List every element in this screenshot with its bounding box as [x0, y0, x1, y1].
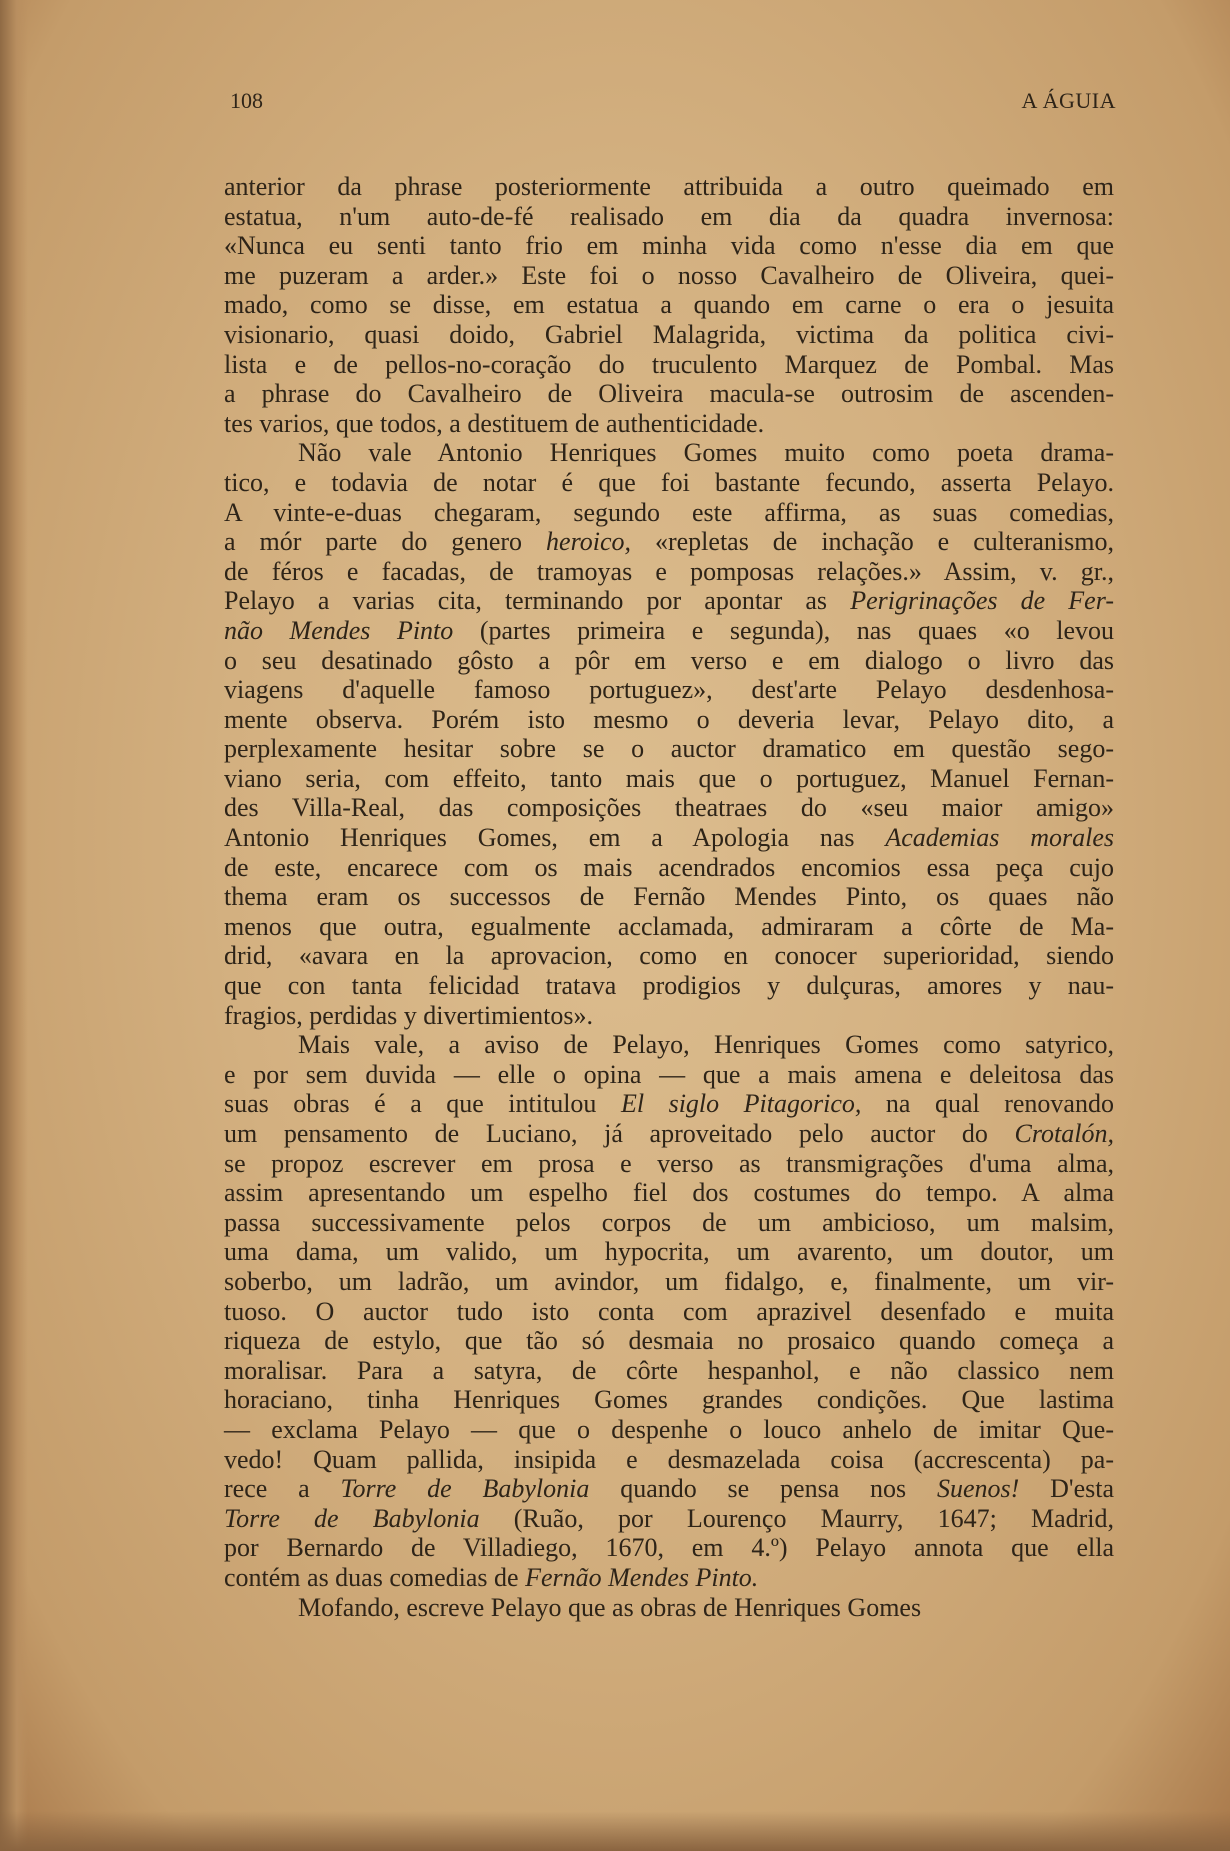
text-span: quando se pensa nos — [589, 1474, 937, 1504]
text-line — [224, 941, 1114, 971]
text-line — [224, 1593, 1114, 1623]
text-span: estatua, n'um auto-de-fé realisado em dia da quadra invernosa: — [224, 201, 1114, 231]
text-line — [224, 912, 1114, 942]
text-line — [224, 290, 1114, 320]
text-span: passa successivamente pelos corpos de um ambicioso, um malsim, — [224, 1207, 1114, 1237]
text-span: anterior da phrase posteriormente attribuida a outro queimado em — [224, 172, 1114, 201]
text-line — [224, 438, 1114, 468]
text-span: horaciano, tinha Henriques Gomes grandes condições. Que lastima — [224, 1385, 1114, 1415]
text-span: se propoz escrever em prosa e verso as transmigrações d'uma alma, — [224, 1148, 1114, 1178]
body-text — [224, 172, 1114, 1622]
text-line — [224, 675, 1114, 705]
text-line — [224, 1001, 1114, 1031]
italic-span: El siglo Pitagorico, — [620, 1089, 862, 1119]
text-line — [224, 1149, 1114, 1179]
text-span: de este, encarece com os mais acendrados encomios essa peça cujo — [224, 852, 1114, 882]
text-span: fragios, perdidas y divertimientos». — [224, 1000, 593, 1030]
text-span: Não vale Antonio Henriques Gomes muito como poeta drama- — [298, 438, 1114, 468]
text-line — [224, 764, 1114, 794]
text-span: — exclama Pelayo — que o despenhe o louco anhelo de imitar Que- — [224, 1414, 1114, 1444]
text-line — [224, 468, 1114, 498]
text-span: lista e de pellos-no-coração do truculento Marquez de Pombal. Mas — [224, 349, 1114, 379]
text-span: que con tanta felicidad tratava prodigios y dulçuras, amores y nau- — [224, 971, 1114, 1001]
text-line — [224, 1474, 1114, 1504]
text-span: mente observa. Porém isto mesmo o deveria levar, Pelayo dito, a — [224, 704, 1114, 734]
text-line — [224, 498, 1114, 528]
text-line — [224, 705, 1114, 735]
text-span: riqueza de estylo, que tão só desmaia no prosaico quando começa a — [224, 1326, 1114, 1356]
text-line — [224, 1563, 1114, 1593]
text-span: vedo! Quam pallida, insipida e desmazelada coisa (accrescenta) pa- — [224, 1444, 1114, 1474]
text-span: visionario, quasi doido, Gabriel Malagrida, victima da politica civi- — [224, 319, 1114, 349]
text-line — [224, 1326, 1114, 1356]
running-title: A ÁGUIA — [1021, 88, 1116, 113]
text-line — [224, 646, 1114, 676]
text-line — [224, 172, 1114, 202]
text-span: A vinte-e-duas chegaram, segundo este affirma, as suas comedias, — [224, 497, 1114, 527]
text-span: na qual renovando — [861, 1089, 1114, 1119]
text-span: o seu desatinado gôsto a pôr em verso e em dialogo o livro das — [224, 645, 1114, 675]
text-span: suas obras é a que intitulou — [224, 1089, 621, 1119]
text-span: tico, e todavia de notar é que foi bastante fecundo, asserta Pelayo. — [224, 467, 1114, 497]
text-span: a mór parte do genero — [224, 527, 547, 557]
text-line — [224, 1504, 1114, 1534]
text-line — [224, 853, 1114, 883]
text-span: de féros e facadas, de tramoyas e pomposas relações.» Assim, v. gr., — [224, 556, 1114, 586]
text-line — [224, 1445, 1114, 1475]
text-span: Mais vale, a aviso de Pelayo, Henriques Gomes como satyrico, — [298, 1030, 1114, 1060]
text-line — [224, 1178, 1114, 1208]
text-span: tuoso. O auctor tudo isto conta com aprazivel desenfado e muita — [224, 1296, 1114, 1326]
page-bottom-shadow — [0, 1811, 1230, 1851]
text-span: «repletas de inchação e culteranismo, — [631, 527, 1114, 557]
page-header — [230, 88, 1116, 122]
text-span: rece a — [224, 1474, 341, 1504]
text-line — [224, 586, 1114, 616]
text-span: Antonio Henriques Gomes, em a Apologia nas — [224, 823, 886, 853]
text-line — [224, 1415, 1114, 1445]
text-line — [224, 320, 1114, 350]
text-line — [224, 1030, 1114, 1060]
text-span: uma dama, um valido, um hypocrita, um avarento, um doutor, um — [224, 1237, 1114, 1267]
text-span: viano seria, com effeito, tanto mais que o portuguez, Manuel Fernan- — [224, 763, 1114, 793]
text-line — [224, 350, 1114, 380]
text-span: des Villa-Real, das composições theatraes do «seu maior amigo» — [224, 793, 1114, 823]
text-line — [224, 1060, 1114, 1090]
italic-span: Suenos! — [936, 1474, 1020, 1504]
text-line — [224, 527, 1114, 557]
text-line — [224, 1237, 1114, 1267]
text-span: D'esta — [1019, 1474, 1115, 1504]
text-span: um pensamento de Luciano, já aproveitado pelo auctor do — [224, 1119, 1015, 1148]
text-line — [224, 1267, 1114, 1297]
text-line — [224, 202, 1114, 232]
text-line — [224, 409, 1114, 439]
text-span: (partes primeira e segunda), nas quaes «o levou — [453, 615, 1115, 645]
text-span: e por sem duvida — elle o opina — que a mais amena e deleitosa das — [224, 1059, 1114, 1089]
text-line — [224, 971, 1114, 1001]
text-line — [224, 1533, 1114, 1563]
italic-span: não Mendes Pinto — [224, 615, 454, 645]
text-line — [224, 734, 1114, 764]
text-span: thema eram os successos de Fernão Mendes Pinto, os quaes não — [224, 882, 1114, 912]
text-span: por Bernardo de Villadiego, 1670, em 4.º) Pelayo annota que ella — [224, 1533, 1114, 1563]
text-line — [224, 1119, 1114, 1149]
text-span: moralisar. Para a satyra, de côrte hespanhol, e não classico nem — [224, 1355, 1114, 1385]
text-span: drid, «avara en la aprovacion, como en conocer superioridad, siendo — [224, 941, 1114, 971]
text-line — [224, 557, 1114, 587]
text-span: a phrase do Cavalheiro de Oliveira macula-se outrosim de ascenden- — [224, 379, 1114, 409]
text-line — [224, 616, 1114, 646]
text-line — [224, 379, 1114, 409]
italic-span: Torre de Babylonia — [224, 1503, 480, 1533]
italic-span: Fernão Mendes Pinto. — [525, 1562, 759, 1592]
italic-span: Perigrinações de Fer- — [850, 586, 1114, 616]
text-span: tes varios, que todos, a destituem de authenticidade. — [224, 408, 765, 438]
italic-span: Torre de Babylonia — [340, 1474, 590, 1504]
text-span: «Nunca eu senti tanto frio em minha vida como n'esse dia em que — [224, 231, 1114, 261]
page-edge-shadow — [0, 0, 28, 1851]
text-span: mado, como se disse, em estatua a quando em carne o era o jesuita — [224, 290, 1114, 320]
text-span: soberbo, um ladrão, um avindor, um fidalgo, e, finalmente, um vir- — [224, 1266, 1114, 1296]
text-line — [224, 823, 1114, 853]
text-span: Mofando, escreve Pelayo que as obras de Henriques Gomes — [298, 1592, 922, 1622]
text-span: assim apresentando um espelho fiel dos costumes do tempo. A alma — [224, 1178, 1114, 1208]
page-number: 108 — [230, 88, 263, 113]
italic-span: Academias morales — [885, 823, 1114, 853]
italic-span: heroico, — [546, 527, 631, 557]
text-line — [224, 1297, 1114, 1327]
text-line — [224, 261, 1114, 291]
text-line — [224, 231, 1114, 261]
text-line — [224, 1089, 1114, 1119]
text-line — [224, 1356, 1114, 1386]
text-span: me puzeram a arder.» Este foi o nosso Cavalheiro de Oliveira, quei- — [224, 260, 1114, 290]
text-span: contém as duas comedias de — [224, 1562, 526, 1592]
text-line — [224, 1385, 1114, 1415]
text-span: (Ruão, por Lourenço Maurry, 1647; Madrid, — [479, 1503, 1115, 1533]
text-line — [224, 793, 1114, 823]
text-span: menos que outra, egualmente acclamada, admiraram a côrte de Ma- — [224, 911, 1114, 941]
text-line — [224, 882, 1114, 912]
text-span: Pelayo a varias cita, terminando por apontar as — [224, 586, 851, 616]
italic-span: Crotalón, — [1014, 1119, 1114, 1148]
text-span: viagens d'aquelle famoso portuguez», dest'arte Pelayo desdenhosa- — [224, 675, 1114, 705]
text-line — [224, 1208, 1114, 1238]
text-span: perplexamente hesitar sobre se o auctor dramatico em questão sego- — [224, 734, 1114, 764]
